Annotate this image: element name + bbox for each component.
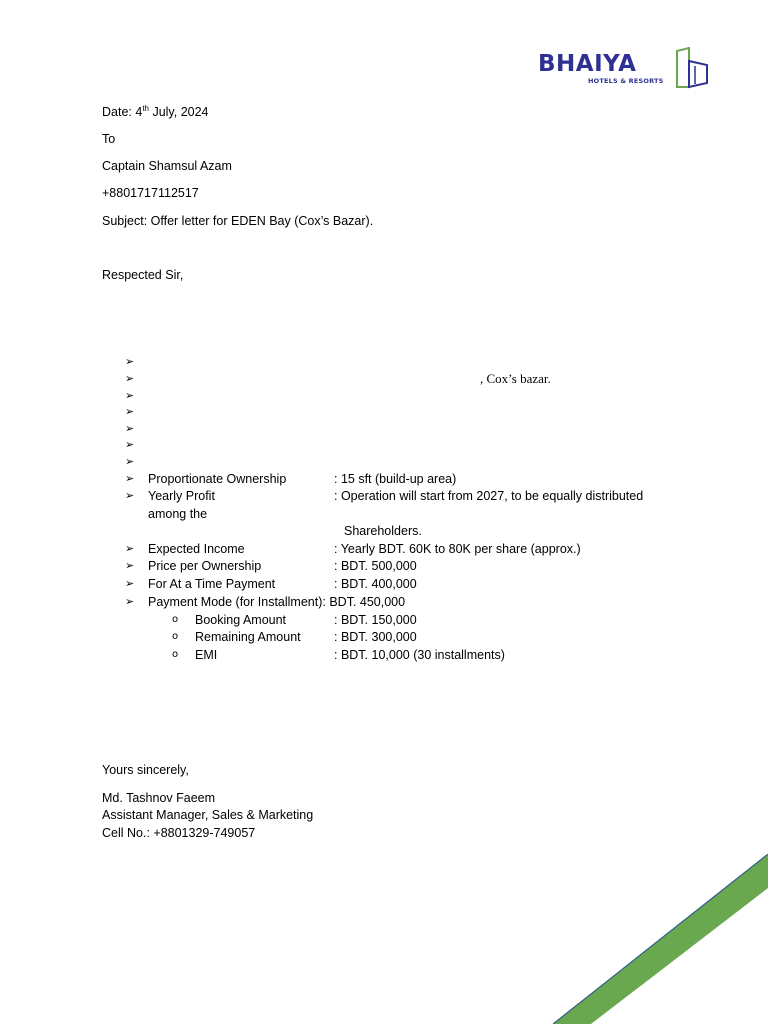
signatory-title: Assistant Manager, Sales & Marketing (102, 808, 314, 822)
detail-label: Expected Income (148, 542, 245, 556)
detail-value: : Operation will start from 2027, to be equally distributed (334, 489, 644, 503)
installment-value: : BDT. 10,000 (30 installments) (334, 648, 505, 662)
detail-label: For At a Time Payment (148, 577, 276, 591)
arrow-bullet-icon: ➢ (125, 389, 135, 402)
arrow-bullet-icon: ➢ (125, 595, 135, 608)
date-month-year: July, 2024 (148, 105, 209, 120)
detail-value: : 15 sft (build-up area) (334, 472, 457, 486)
date-day: Date: 4 (102, 105, 143, 120)
detail-value: : Yearly BDT. 60K to 80K per share (approx.) (334, 542, 581, 556)
letter-date (102, 104, 209, 119)
arrow-bullet-icon: ➢ (125, 455, 135, 468)
detail-value-wrap: Shareholders. (344, 524, 422, 538)
detail-label: Proportionate Ownership (148, 472, 287, 486)
arrow-bullet-icon: ➢ (125, 405, 135, 418)
to-label: To (102, 132, 116, 146)
installment-value: : BDT. 150,000 (334, 613, 417, 627)
arrow-bullet-icon: ➢ (125, 472, 135, 485)
arrow-bullet-icon: ➢ (125, 422, 135, 435)
circle-bullet-icon: o (172, 614, 179, 625)
location-fragment: , Cox’s bazar. (480, 371, 551, 386)
detail-label: Yearly Profit (148, 489, 215, 503)
arrow-bullet-icon: ➢ (125, 438, 135, 451)
closing-line: Yours sincerely, (102, 763, 189, 777)
detail-label-wrap: among the (148, 507, 208, 521)
detail-value: BDT. 450,000 (325, 595, 406, 609)
brand-tagline: HOTELS & RESORTS (588, 77, 664, 85)
detail-label: Payment Mode (for Installment): (148, 595, 326, 609)
salutation: Respected Sir, (102, 268, 184, 282)
arrow-bullet-icon: ➢ (125, 355, 135, 368)
brand-logo (538, 46, 713, 92)
circle-bullet-icon: o (172, 631, 179, 642)
building-logo-icon (675, 47, 711, 89)
installment-label: Booking Amount (195, 613, 287, 627)
decorative-green-stripe (553, 854, 768, 1024)
brand-name: BHAIYA (538, 51, 637, 77)
signatory-name: Md. Tashnov Faeem (102, 791, 216, 805)
signatory-cell: Cell No.: +8801329-749057 (102, 826, 256, 840)
recipient-name: Captain Shamsul Azam (102, 159, 232, 173)
installment-label: Remaining Amount (195, 630, 301, 644)
detail-label: Price per Ownership (148, 559, 262, 573)
circle-bullet-icon: o (172, 649, 179, 660)
subject-line: Subject: Offer letter for EDEN Bay (Cox’s Bazar). (102, 214, 374, 228)
arrow-bullet-icon: ➢ (125, 542, 135, 555)
arrow-bullet-icon: ➢ (125, 577, 135, 590)
recipient-phone: +8801717112517 (102, 186, 199, 200)
installment-label: EMI (195, 648, 218, 662)
installment-value: : BDT. 300,000 (334, 630, 417, 644)
arrow-bullet-icon: ➢ (125, 489, 135, 502)
payment-mode-line (148, 595, 405, 609)
detail-value: : BDT. 400,000 (334, 577, 417, 591)
date-suffix-sup: th (142, 104, 149, 113)
detail-value: : BDT. 500,000 (334, 559, 417, 573)
arrow-bullet-icon: ➢ (125, 372, 135, 385)
arrow-bullet-icon: ➢ (125, 559, 135, 572)
